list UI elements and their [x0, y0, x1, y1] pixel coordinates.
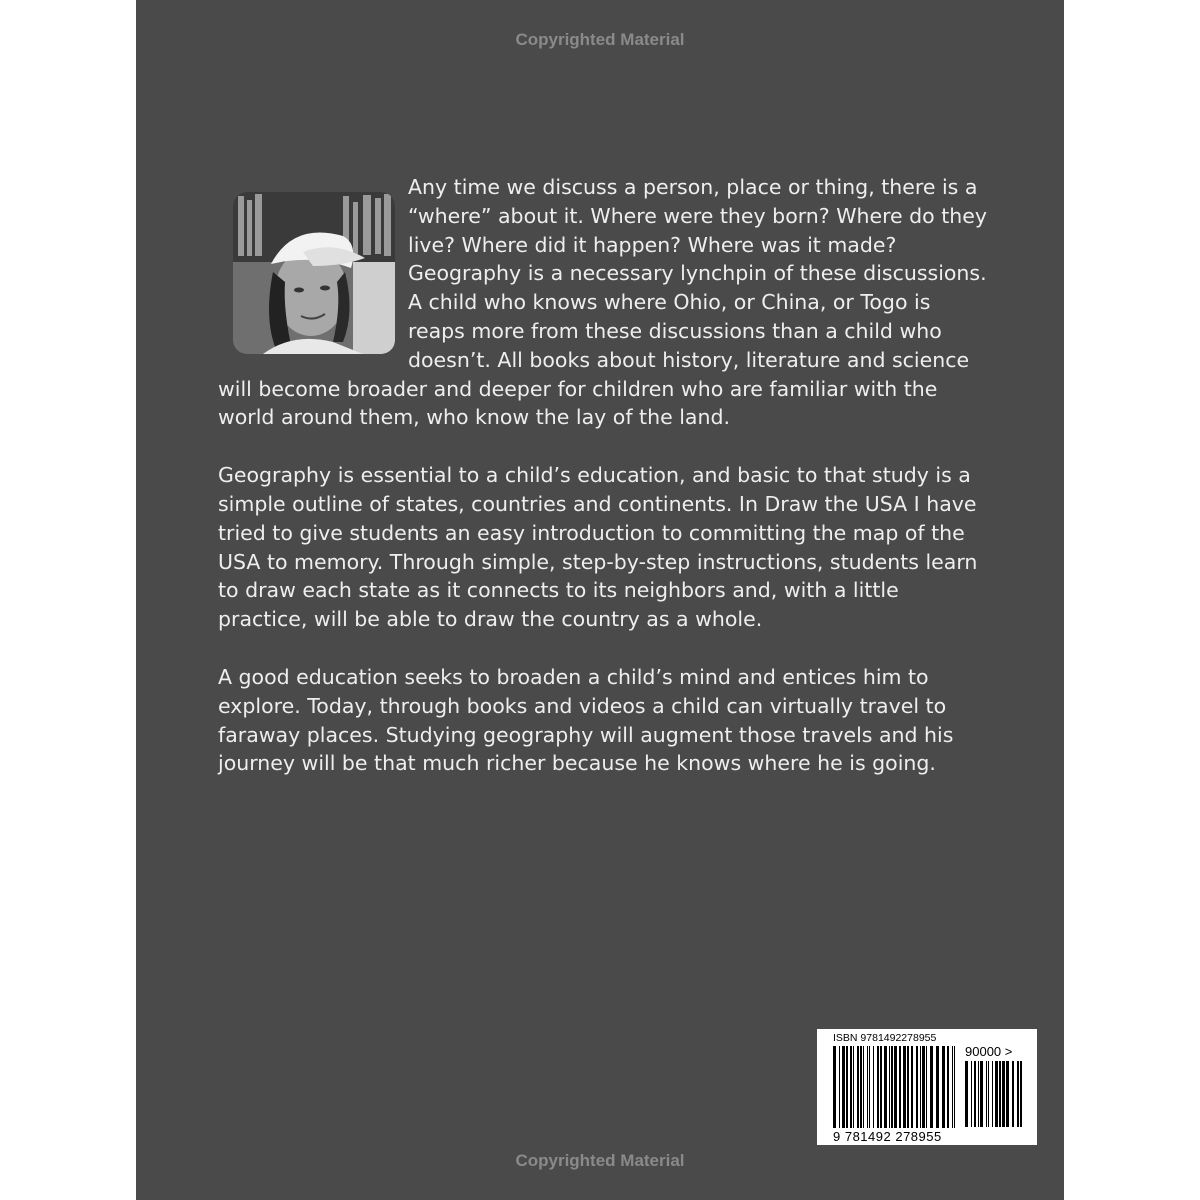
ean-digits: 9 781492 278955 [833, 1129, 942, 1144]
back-cover [136, 0, 1064, 1200]
paragraph-2: Geography is essential to a child’s education, and basic to that study is a simple outline of states, countries and continents. In Draw the USA I have tried to give students an easy introduction to committing the map of the USA to memory. Through simple, step-by-step instructions, students learn to draw each state as it connects to its neighbors and, with a little practice, will be able to draw the country as a whole. [218, 463, 978, 632]
watermark-bottom: Copyrighted Material [515, 1151, 685, 1170]
addon-bars [965, 1061, 1025, 1127]
paragraph-3: A good education seeks to broaden a child’s mind and entices him to explore. Today, through books and videos a child can virtually travel to faraway places. Studying geography will augment those travels and his journey will be that much richer because he knows where he is going. [218, 664, 954, 776]
body-text [218, 173, 988, 807]
price-code: 90000 > [965, 1044, 1013, 1059]
ean-bars [833, 1046, 959, 1128]
paragraph-1: Any time we discuss a person, place or thing, there is a “where” about it. Where were they born? Where do they live? Where did it happen? Where was it made? Geography is a necessary lynchpin of these discussions. A child who knows where Ohio, or China, or Togo is reaps more from these discussions than a child who doesn’t. All books about history, literature and science will become broader and deeper for children who are familiar with the world around them, who know the lay of the land. [218, 175, 988, 430]
watermark-top: Copyrighted Material [515, 30, 685, 49]
isbn-label: ISBN 9781492278955 [833, 1032, 937, 1044]
isbn-barcode [817, 1029, 1037, 1145]
